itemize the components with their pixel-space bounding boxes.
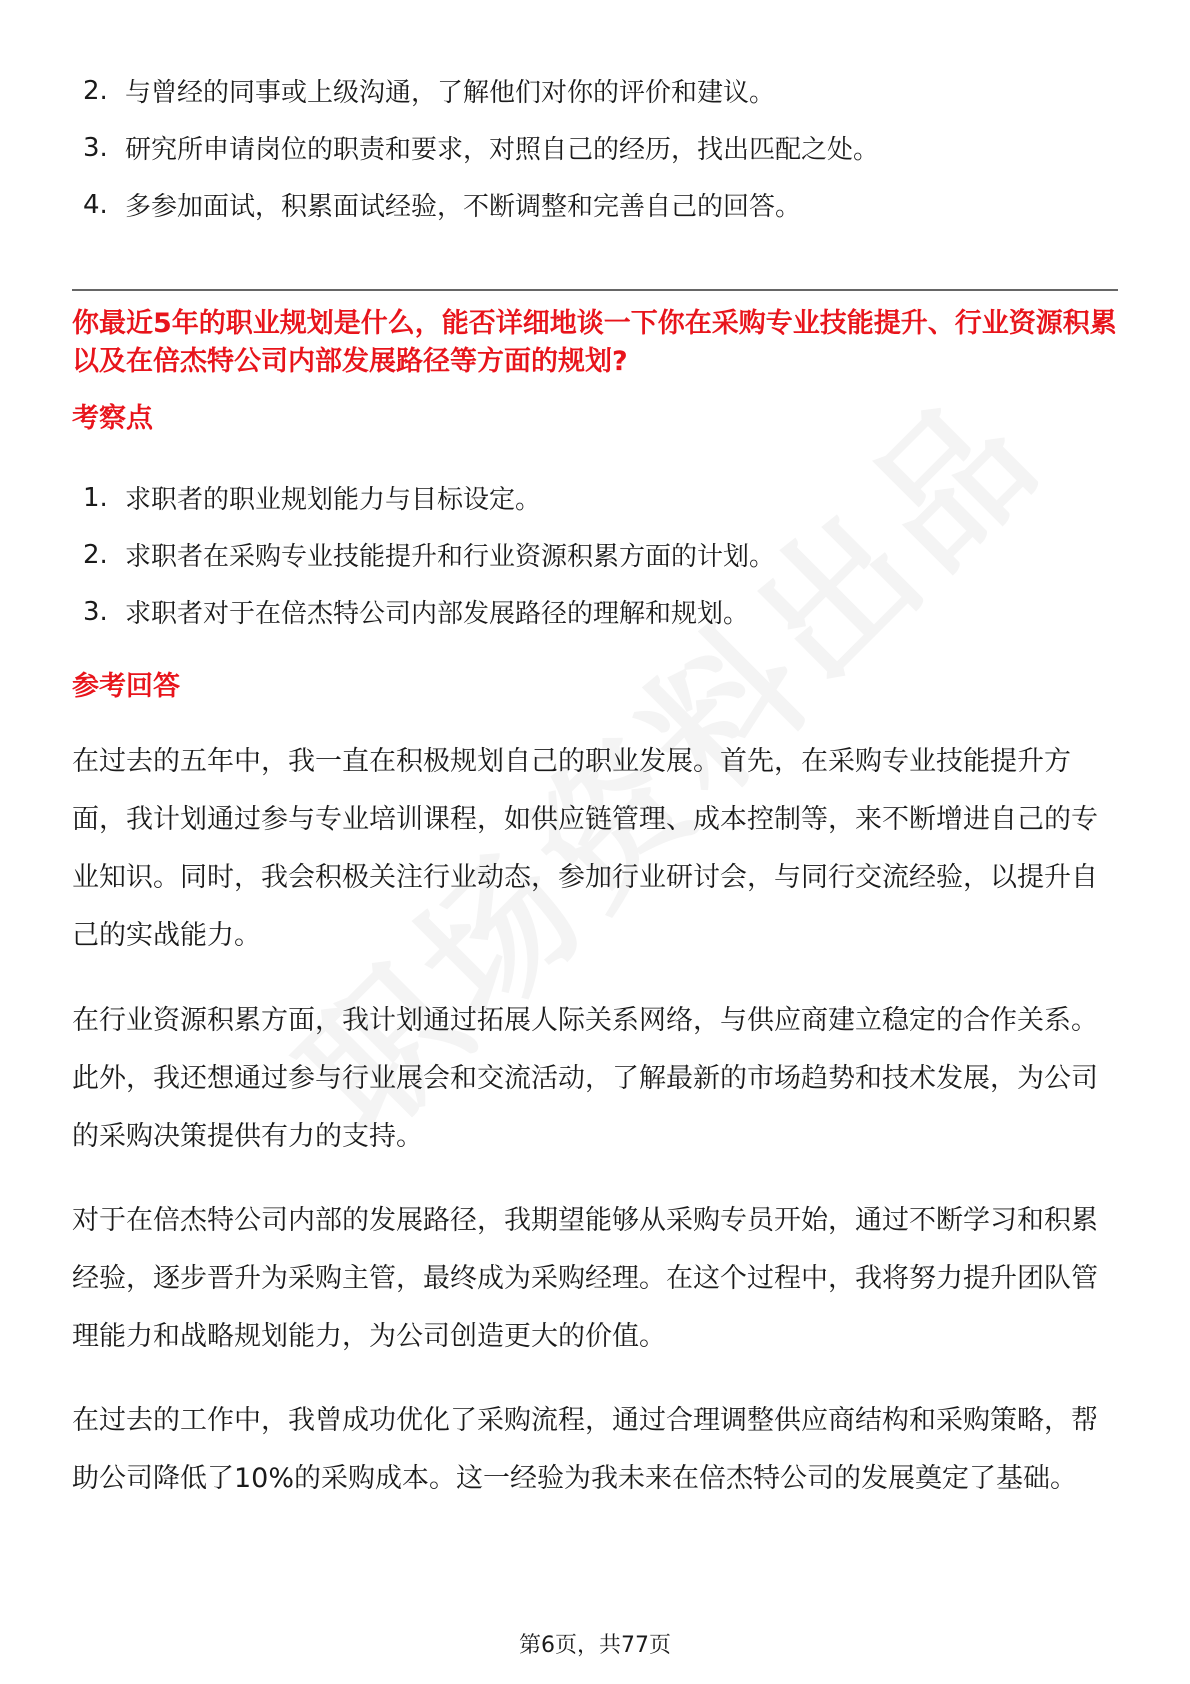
list-number: 1.	[83, 482, 108, 513]
list-text: 与曾经的同事或上级沟通，了解他们对你的评价和建议。	[125, 78, 776, 108]
list-number: 2.	[83, 539, 108, 570]
assessment-points-heading: 考察点	[72, 403, 153, 434]
list-text: 求职者对于在倍杰特公司内部发展路径的理解和规划。	[125, 599, 750, 629]
list-text: 研究所申请岗位的职责和要求，对照自己的经历，找出匹配之处。	[125, 135, 880, 165]
answer-paragraph: 在过去的工作中，我曾成功优化了采购流程，通过合理调整供应商结构和采购策略，帮助公司降低了10%的采购成本。这一经验为我未来在倍杰特公司的发展奠定了基础。	[72, 1405, 1098, 1494]
page-number: 第6页，共77页	[519, 1633, 671, 1658]
answer-paragraph: 对于在倍杰特公司内部的发展路径，我期望能够从采购专员开始，通过不断学习和积累经验，逐步晋升为采购主管，最终成为采购经理。在这个过程中，我将努力提升团队管理能力和战略规划能力，为公司创造更大的价值。	[72, 1205, 1098, 1352]
list-number: 3.	[83, 132, 108, 163]
answer-paragraph: 在行业资源积累方面，我计划通过拓展人际关系网络，与供应商建立稳定的合作关系。此外，我还想通过参与行业展会和交流活动，了解最新的市场趋势和技术发展，为公司的采购决策提供有力的支持。	[72, 1005, 1098, 1152]
assessment-points-list	[83, 469, 775, 640]
reference-answer-heading: 参考回答	[72, 671, 180, 702]
tips-list	[83, 62, 879, 233]
section-divider	[72, 289, 1118, 291]
list-text: 求职者在采购专业技能提升和行业资源积累方面的计划。	[125, 542, 776, 572]
answer-paragraph: 在过去的五年中，我一直在积极规划自己的职业发展。首先，在采购专业技能提升方面，我计划通过参与专业培训课程，如供应链管理、成本控制等，来不断增进自己的专业知识。同时，我会积极关注行业动态，参加行业研讨会，与同行交流经验，以提升自己的实战能力。	[72, 746, 1098, 951]
list-number: 4.	[83, 189, 108, 220]
interview-question: 你最近5年的职业规划是什么，能否详细地谈一下你在采购专业技能提升、行业资源积累以及在倍杰特公司内部发展路径等方面的规划?	[72, 308, 1117, 377]
list-number: 2.	[83, 75, 108, 106]
list-number: 3.	[83, 596, 108, 627]
list-text: 多参加面试，积累面试经验，不断调整和完善自己的回答。	[125, 192, 802, 222]
list-item	[83, 119, 879, 176]
list-item	[83, 176, 879, 233]
list-item	[83, 583, 775, 640]
list-text: 求职者的职业规划能力与目标设定。	[125, 485, 542, 515]
list-item	[83, 62, 879, 119]
list-item	[83, 526, 775, 583]
list-item	[83, 469, 775, 526]
